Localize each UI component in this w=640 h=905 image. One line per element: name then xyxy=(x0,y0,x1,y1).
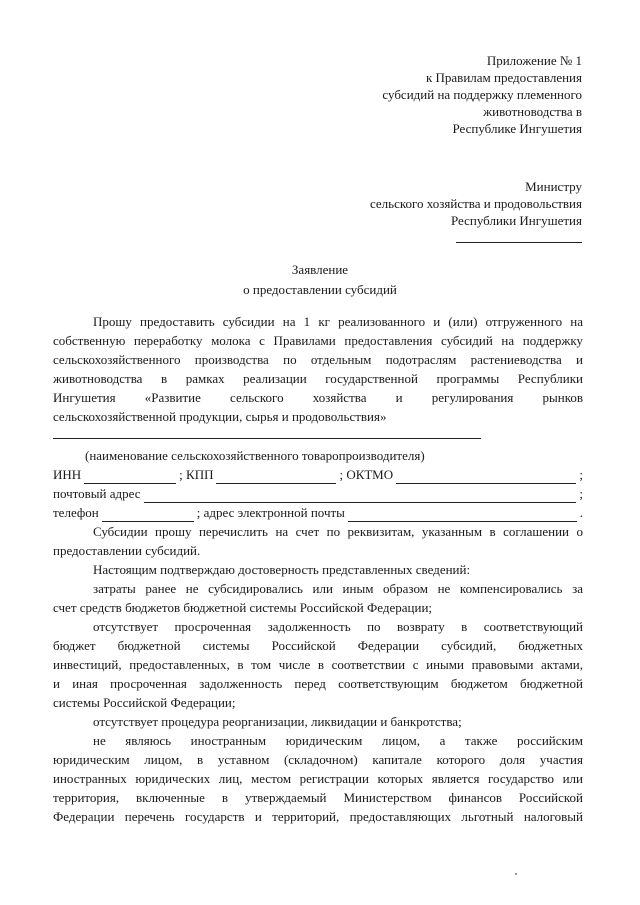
oktmo-label: ; ОКТМО xyxy=(339,467,394,482)
transfer-line: Субсидии прошу перечислить на счет по реквизитам, указанным в соглашении о xyxy=(93,524,583,539)
signature-line xyxy=(456,242,582,243)
document-subtitle: о предоставлении субсидий xyxy=(243,282,397,297)
oktmo-field[interactable] xyxy=(396,471,576,484)
kpp-field[interactable] xyxy=(216,471,336,484)
postal-address-field[interactable] xyxy=(144,490,577,503)
inn-label: ИНН xyxy=(53,467,82,482)
inn-field[interactable] xyxy=(84,471,176,484)
inn-kpp-oktmo-row xyxy=(53,465,583,484)
appendix-line: субсидий на поддержку племенного xyxy=(382,87,582,102)
request-line: животноводства в рамках реализации государственной программы Республики xyxy=(53,371,583,386)
request-line: сельскохозяйственной продукции, сырья и продовольствия» xyxy=(53,409,387,424)
confirm-line: территория, включенные в утверждаемый Министерством финансов Российской xyxy=(53,790,583,805)
appendix-header xyxy=(382,52,582,137)
confirm-line: и иная просроченная задолженность перед соответствующим бюджетом бюджетной xyxy=(53,676,583,691)
confirm-line: инвестиций, предоставленных, в том числе в соответствии с иными правовыми актами, xyxy=(53,657,583,672)
scan-speck xyxy=(515,873,517,875)
producer-name-line[interactable] xyxy=(53,429,481,439)
confirm-line: отсутствует просроченная задолженность по возврату в соответствующий xyxy=(93,619,583,634)
confirm-line: системы Российской Федерации; xyxy=(53,695,236,710)
confirm-line: иностранных юридических лиц, местом регистрации которых является государство или xyxy=(53,771,583,786)
confirm-line: счет средств бюджетов бюджетной системы Российской Федерации; xyxy=(53,600,433,615)
appendix-line: Республике Ингушетия xyxy=(452,121,582,136)
row-end: ; xyxy=(579,467,583,482)
appendix-line: животноводства в xyxy=(483,104,582,119)
postal-address-row xyxy=(53,484,583,503)
addressee-line: Министру xyxy=(525,179,582,194)
phone-label: телефон xyxy=(53,505,99,520)
producer-caption: (наименование сельскохозяйственного товаропроизводителя) xyxy=(85,448,425,463)
confirm-line: бюджет бюджетной системы Российской Федерации субсидий, бюджетных xyxy=(53,638,583,653)
addressee-line: Республики Ингушетия xyxy=(450,213,582,228)
addressee-line: сельского хозяйства и продовольствия xyxy=(369,196,582,211)
requisites-block xyxy=(53,446,583,826)
confirm-line: Федерации перечень государств и территорий, предоставляющих льготный налоговый xyxy=(53,809,583,824)
phone-field[interactable] xyxy=(102,509,194,522)
request-line: Ингушетия «Развитие сельского хозяйства и регулирования рынков xyxy=(53,390,583,405)
email-label: ; адрес электронной почты xyxy=(196,505,345,520)
request-line: сельскохозяйственного производства по отдельным подотраслям растениеводства и xyxy=(53,352,583,367)
postal-label: почтовый адрес xyxy=(53,486,141,501)
row-end: ; xyxy=(579,486,583,501)
confirm-line: не являюсь иностранным юридическим лицом, а также российским xyxy=(93,733,583,748)
addressee-block xyxy=(370,178,582,229)
row-end: . xyxy=(579,505,583,520)
document-title: Заявление xyxy=(291,262,349,277)
kpp-label: ; КПП xyxy=(179,467,214,482)
contacts-row xyxy=(53,503,583,522)
confirm-line: отсутствует процедура реорганизации, ликвидации и банкротства; xyxy=(93,714,462,729)
confirm-line: затраты ранее не субсидировались или иным образом не компенсировались за xyxy=(93,581,583,596)
appendix-line: Приложение № 1 xyxy=(486,53,582,68)
confirm-intro: Настоящим подтверждаю достоверность представленных сведений: xyxy=(93,562,471,577)
appendix-line: к Правилам предоставления xyxy=(425,70,582,85)
request-paragraph xyxy=(53,312,583,426)
confirm-line: юридическим лицом, в уставном (складочном) капитале которого доля участия xyxy=(53,752,583,767)
request-line: Прошу предоставить субсидии на 1 кг реализованного и (или) отгруженного на xyxy=(93,314,583,329)
request-line: собственную переработку молока с Правилами предоставления субсидий на поддержку xyxy=(53,333,583,348)
transfer-line: предоставлении субсидий. xyxy=(53,543,201,558)
email-field[interactable] xyxy=(348,509,577,522)
